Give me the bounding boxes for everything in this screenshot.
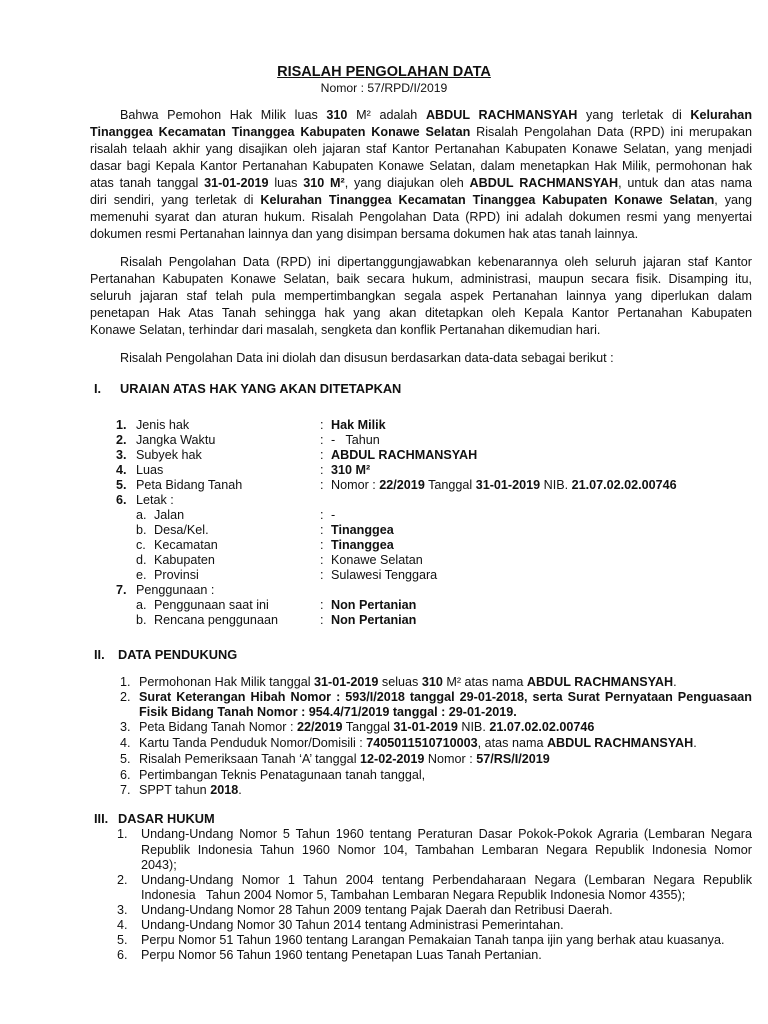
section-2-title: DATA PENDUKUNG xyxy=(118,647,238,662)
item-text: Kartu Tanda Penduduk Nomor/Domisili : 7405011510710003, atas nama ABDUL RACHMANSYAH. xyxy=(139,736,697,750)
item-colon: : xyxy=(320,553,324,567)
item-text: Perpu Nomor 56 Tahun 1960 tentang Penetapan Luas Tanah Pertanian. xyxy=(141,948,542,962)
item-value: ABDUL RACHMANSYAH xyxy=(331,448,478,462)
item-colon: : xyxy=(320,523,324,537)
item-label: Jangka Waktu xyxy=(136,433,216,447)
item-label: Peta Bidang Tanah xyxy=(136,478,243,492)
item-colon: : xyxy=(320,598,324,612)
item-value: - Tahun xyxy=(331,433,380,447)
item-value: Non Pertanian xyxy=(331,598,417,612)
item-value: 310 M² xyxy=(331,463,371,477)
item-number: 4. xyxy=(117,918,128,932)
item-text: Undang-Undang Nomor 5 Tahun 1960 tentang Peraturan Dasar Pokok-Pokok Agraria (Lembaran Negara xyxy=(141,827,752,841)
para2-line-4: penetapan Hak Atas Tanah sehingga hak yang akan ditetapkan oleh Kepala Kantor Pertanahan Kabupaten xyxy=(90,306,752,320)
item-value: Tinanggea xyxy=(331,538,394,552)
item-number: 4. xyxy=(120,736,131,750)
section-3-title: DASAR HUKUM xyxy=(118,811,215,826)
document-number: Nomor : 57/RPD/I/2019 xyxy=(320,81,448,95)
intro-line-4: dasar bagi Kepala Kantor Pertanahan Kabupaten Konawe Selatan, dalam menetapkan Hak Milik, permohonan hak xyxy=(90,159,752,173)
intro-line-7: memenuhi syarat dan aturan hukum. Risalah Pengolahan Data (RPD) ini adalah dokumen resmi yang menyertai xyxy=(90,210,752,224)
item-number: 5. xyxy=(116,478,127,492)
intro-line-2: Tinanggea Kecamatan Tinanggea Kabupaten Konawe Selatan Risalah Pengolahan Data (RPD) ini merupakan xyxy=(90,125,752,139)
item-text: Peta Bidang Tanah Nomor : 22/2019 Tanggal 31-01-2019 NIB. 21.07.02.02.00746 xyxy=(139,720,595,734)
section-1-number: I. xyxy=(94,381,102,396)
item-label: Desa/Kel. xyxy=(154,523,209,537)
item-number: 2. xyxy=(116,433,127,447)
item-label: Letak : xyxy=(136,493,174,507)
para3: Risalah Pengolahan Data ini diolah dan disusun berdasarkan data-data sebagai berikut : xyxy=(120,351,614,365)
item-letter: a. xyxy=(136,508,147,522)
item-text: Perpu Nomor 51 Tahun 1960 tentang Larangan Pemakaian Tanah tanpa ijin yang berhak atau kuasanya. xyxy=(141,933,725,947)
item-text: Undang-Undang Nomor 28 Tahun 2009 tentang Pajak Daerah dan Retribusi Daerah. xyxy=(141,903,613,917)
item-letter: c. xyxy=(136,538,146,552)
item-label: Penggunaan : xyxy=(136,583,215,597)
item-colon: : xyxy=(320,418,324,432)
item-number: 2. xyxy=(117,873,128,887)
item-value: Sulawesi Tenggara xyxy=(331,568,438,582)
item-colon: : xyxy=(320,613,324,627)
intro-line-3: risalah telaah akhir yang disajikan oleh jajaran staf Kantor Pertanahan Kabupaten Konawe Selatan, yang menjadi xyxy=(90,142,752,156)
item-number: 5. xyxy=(120,752,131,766)
intro-line-5: atas tanah tanggal 31-01-2019 luas 310 M², yang diajukan oleh ABDUL RACHMANSYAH, untuk dan atas nama xyxy=(90,176,752,190)
item-letter: d. xyxy=(136,553,147,567)
item-label: Rencana penggunaan xyxy=(154,613,278,627)
section-3-number: III. xyxy=(94,811,109,826)
item-number: 3. xyxy=(117,903,128,917)
item-label: Subyek hak xyxy=(136,448,202,462)
item-number: 1. xyxy=(116,418,127,432)
item-value: Konawe Selatan xyxy=(331,553,423,567)
list-item-continuation: Indonesia Tahun 2004 Nomor 5, Tambahan Lembaran Negara Republik Indonesia Nomor 4355); xyxy=(141,888,686,902)
item-label: Jalan xyxy=(154,508,185,522)
list-item-continuation: Fisik Bidang Tanah Nomor : 954.4/71/2019 tanggal : 29-01-2019. xyxy=(139,705,517,719)
item-number: 2. xyxy=(120,690,131,704)
item-number: 4. xyxy=(116,463,127,477)
item-text: Risalah Pemeriksaan Tanah ‘A’ tanggal 12-02-2019 Nomor : 57/RS/I/2019 xyxy=(139,752,550,766)
item-number: 7. xyxy=(120,783,131,797)
item-value: Non Pertanian xyxy=(331,613,417,627)
item-label: Luas xyxy=(136,463,164,477)
item-number: 3. xyxy=(116,448,127,462)
item-letter: a. xyxy=(136,598,147,612)
item-text: Pertimbangan Teknis Penatagunaan tanah tanggal, xyxy=(139,768,426,782)
list-item-continuation: Republik Indonesia Tahun 1960 Nomor 104, Tambahan Lembaran Negara Republik Indonesia Nomor xyxy=(141,843,752,857)
para2-line-3: seluruh jajaran staf telah pula mempertimbangkan segala aspek Pertanahan lainnya yang diperlukan dalam xyxy=(90,289,752,303)
section-2-number: II. xyxy=(94,647,105,662)
item-value: Nomor : 22/2019 Tanggal 31-01-2019 NIB. 21.07.02.02.00746 xyxy=(331,478,677,492)
item-number: 6. xyxy=(116,493,127,507)
item-text: Permohonan Hak Milik tanggal 31-01-2019 seluas 310 M² atas nama ABDUL RACHMANSYAH. xyxy=(139,675,677,689)
item-number: 6. xyxy=(120,768,131,782)
item-number: 5. xyxy=(117,933,128,947)
document-title: RISALAH PENGOLAHAN DATA xyxy=(277,64,491,80)
intro-line-1: Bahwa Pemohon Hak Milik luas 310 M² adalah ABDUL RACHMANSYAH yang terletak di Kelurahan xyxy=(120,108,753,122)
item-label: Penggunaan saat ini xyxy=(154,598,269,612)
item-label: Provinsi xyxy=(154,568,199,582)
item-number: 6. xyxy=(117,948,128,962)
item-number: 1. xyxy=(117,827,128,841)
list-item-continuation: 2043); xyxy=(141,858,177,872)
item-letter: b. xyxy=(136,613,147,627)
item-value: - xyxy=(331,508,336,522)
section-1-title: URAIAN ATAS HAK YANG AKAN DITETAPKAN xyxy=(120,381,402,396)
intro-line-8: dokumen resmi Pertanahan lainnya dan yang disimpan bersama dokumen hak atas tanah lainnya. xyxy=(90,227,639,241)
para2-line-1: Risalah Pengolahan Data (RPD) ini dipertanggungjawabkan kebenarannya oleh seluruh jajaran staf Kantor xyxy=(120,255,752,269)
item-colon: : xyxy=(320,568,324,582)
item-colon: : xyxy=(320,508,324,522)
item-text: Undang-Undang Nomor 30 Tahun 2014 tentang Administrasi Pemerintahan. xyxy=(141,918,564,932)
item-value: Tinanggea xyxy=(331,523,394,537)
item-colon: : xyxy=(320,463,324,477)
item-label: Jenis hak xyxy=(136,418,190,432)
item-colon: : xyxy=(320,538,324,552)
intro-line-6: diri sendiri, yang terletak di Kelurahan Tinanggea Kecamatan Tinanggea Kabupaten Konawe Selatan, yang xyxy=(90,193,753,207)
para2-line-2: Pertanahan Kabupaten Konawe Selatan, baik secara hukum, administrasi, maupun secara fisik. Disamping itu, xyxy=(90,272,752,286)
item-letter: e. xyxy=(136,568,147,582)
item-text: SPPT tahun 2018. xyxy=(139,783,242,797)
item-number: 7. xyxy=(116,583,127,597)
item-number: 3. xyxy=(120,720,131,734)
item-colon: : xyxy=(320,433,324,447)
item-label: Kabupaten xyxy=(154,553,215,567)
item-text: Surat Keterangan Hibah Nomor : 593/I/2018 tanggal 29-01-2018, serta Surat Pernyataan Penguasaan xyxy=(139,690,752,704)
item-colon: : xyxy=(320,448,324,462)
para2-line-5: Konawe Selatan, terhindar dari masalah, sengketa dan konflik Pertanahan dikemudian hari. xyxy=(90,323,601,337)
item-colon: : xyxy=(320,478,324,492)
item-number: 1. xyxy=(120,675,131,689)
item-value: Hak Milik xyxy=(331,418,386,432)
item-letter: b. xyxy=(136,523,147,537)
item-text: Undang-Undang Nomor 1 Tahun 2004 tentang Perbendaharaan Negara (Lembaran Negara Republik xyxy=(141,873,752,887)
item-label: Kecamatan xyxy=(154,538,218,552)
